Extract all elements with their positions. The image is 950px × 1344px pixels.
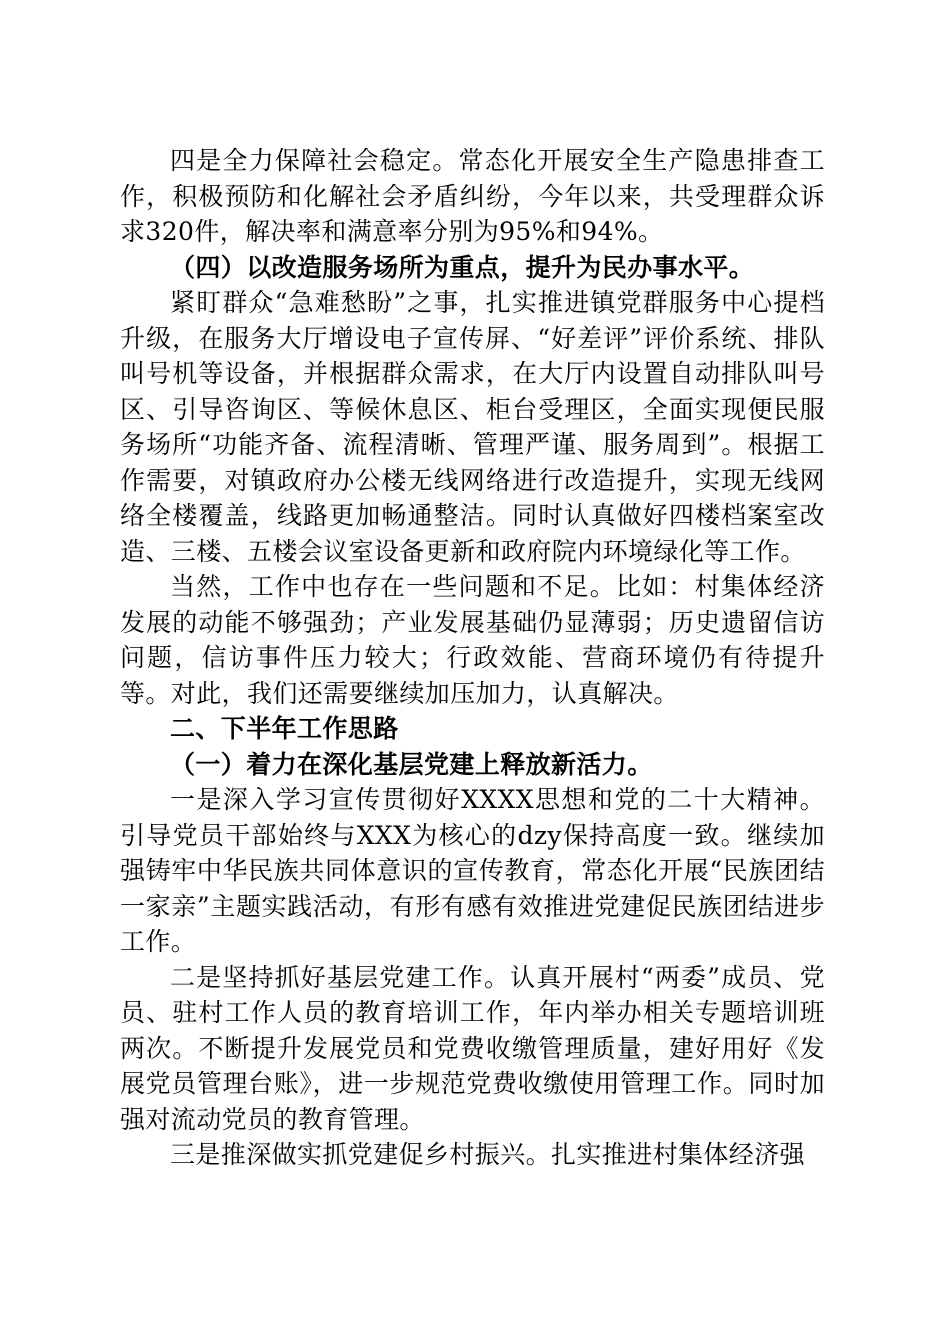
paragraph-grassroots-party-work: 二是坚持抓好基层党建工作。认真开展村“两委”成员、党员、驻村工作人员的教育培训工作，年内举办相关专题培训班两次。不断提升发展党员和党费收缴管理质量，建好用好《发展党员管理台账》，进一步规范党费收缴使用管理工作。同时加强对流动党员的教育管理。: [120, 962, 825, 1134]
document-page: [120, 143, 825, 1173]
section-heading-party-building: （一）着力在深化基层党建上释放新活力。: [170, 749, 653, 779]
paragraph-service-center-upgrade: 紧盯群众“急难愁盼”之事，扎实推进镇党群服务中心提档升级，在服务大厅增设电子宣传屏、“好差评”评价系统、排队叫号机等设备，并根据群众需求，在大厅内设置自动排队叫号区、引导咨询区、等候休息区、柜台受理区，全面实现便民服务场所“功能齐备、流程清晰、管理严谨、服务周到”。根据工作需要，对镇政府办公楼无线网络进行改造提升，实现无线网络全楼覆盖，线路更加畅通整洁。同时认真做好四楼档案室改造、三楼、五楼会议室设备更新和政府院内环境绿化等工作。: [120, 288, 825, 566]
paragraph-study-propaganda: 一是深入学习宣传贯彻好XXXX思想和党的二十大精神。引导党员干部始终与XXX为核心的dzy保持高度一致。继续加强铸牢中华民族共同体意识的宣传教育，常态化开展“民族团结一家亲”主题实践活动，有形有感有效推进党建促民族团结进步工作。: [120, 785, 825, 956]
section-heading-service-venues: （四）以改造服务场所为重点，提升为民办事水平。: [170, 252, 755, 282]
paragraph-rural-revitalization: 三是推深做实抓党建促乡村振兴。扎实推进村集体经济强: [170, 1140, 806, 1169]
paragraph-problems-shortcomings: 当然，工作中也存在一些问题和不足。比如：村集体经济发展的动能不够强劲；产业发展基础仍显薄弱；历史遗留信访问题，信访事件压力较大；行政效能、营商环境仍有待提升等。对此，我们还需要继续加压加力，认真解决。: [120, 572, 825, 708]
paragraph-social-stability: 四是全力保障社会稳定。常态化开展安全生产隐患排查工作，积极预防和化解社会矛盾纠纷，今年以来，共受理群众诉求320件，解决率和满意率分别为95%和94%。: [120, 146, 825, 246]
chapter-heading-second-half-plan: 二、下半年工作思路: [170, 714, 399, 743]
